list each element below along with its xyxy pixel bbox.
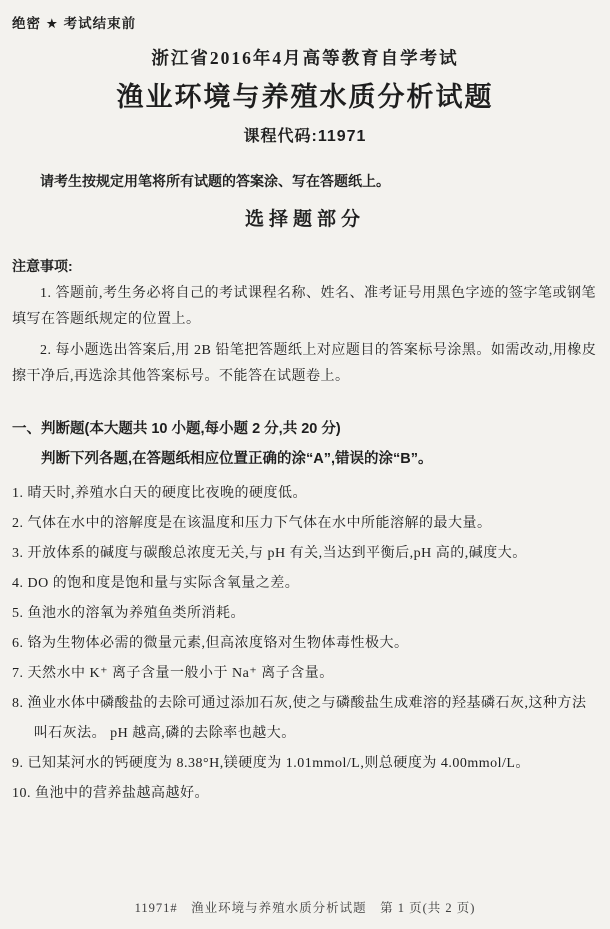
course-code: 课程代码:11971 [243,128,367,145]
notes-heading: 注意事项: [12,258,73,274]
part1-instruction: 判断下列各题,在答题纸相应位置正确的涂“A”,错误的涂“B”。 [41,451,433,467]
note-item-1: 1. 答题前,考生务必将自己的考试课程名称、姓名、准考证号用黑色字迹的签字笔或钢笔填写在答题纸规定的位置上。 [12,286,596,327]
question-item-4: 4. DO 的饱和度是饱和量与实际含氧量之差。 [12,576,300,591]
question-item-2: 2. 气体在水中的溶解度是在该温度和压力下气体在水中所能溶解的最大量。 [12,516,492,531]
question-item-7: 7. 天然水中 K⁺ 离子含量一般小于 Na⁺ 离子含量。 [12,666,334,681]
answer-sheet-instruction: 请考生按规定用笔将所有试题的答案涂、写在答题纸上。 [40,173,390,189]
question-item-10: 10. 鱼池中的营养盐越高越好。 [12,786,209,801]
exam-session-line: 浙江省2016年4月高等教育自学考试 [151,48,459,68]
section-title-multiple-choice: 选择题部分 [244,209,365,230]
question-item-8: 8. 渔业水体中磷酸盐的去除可通过添加石灰,使之与磷酸盐生成难溶的羟基磷石灰,这种方法叫石灰法。 pH 越高,磷的去除率也越大。 [12,696,587,741]
question-item-1: 1. 晴天时,养殖水白天的硬度比夜晚的硬度低。 [12,486,307,501]
question-item-3: 3. 开放体系的碱度与碳酸总浓度无关,与 pH 有关,当达到平衡后,pH 高的,碱度大。 [12,546,527,561]
question-item-6: 6. 铬为生物体必需的微量元素,但高浓度铬对生物体毒性极大。 [12,636,409,651]
classification-banner: 绝密 ★ 考试结束前 [12,16,137,31]
note-item-2: 2. 每小题选出答案后,用 2B 铅笔把答题纸上对应题目的答案标号涂黑。如需改动,用橡皮擦干净后,再选涂其他答案标号。不能答在试题卷上。 [12,343,597,384]
part1-heading: 一、判断题(本大题共 10 小题,每小题 2 分,共 20 分) [12,421,341,437]
question-list [12,479,598,809]
question-item-5: 5. 鱼池水的溶氧为养殖鱼类所消耗。 [12,606,245,621]
page-footer: 11971# 渔业环境与养殖水质分析试题 第 1 页(共 2 页) [134,901,476,915]
question-item-9: 9. 已知某河水的钙硬度为 8.38°H,镁硬度为 1.01mmol/L,则总硬度为 4.00mmol/L。 [12,756,530,771]
page-title: 渔业环境与养殖水质分析试题 [116,82,494,112]
